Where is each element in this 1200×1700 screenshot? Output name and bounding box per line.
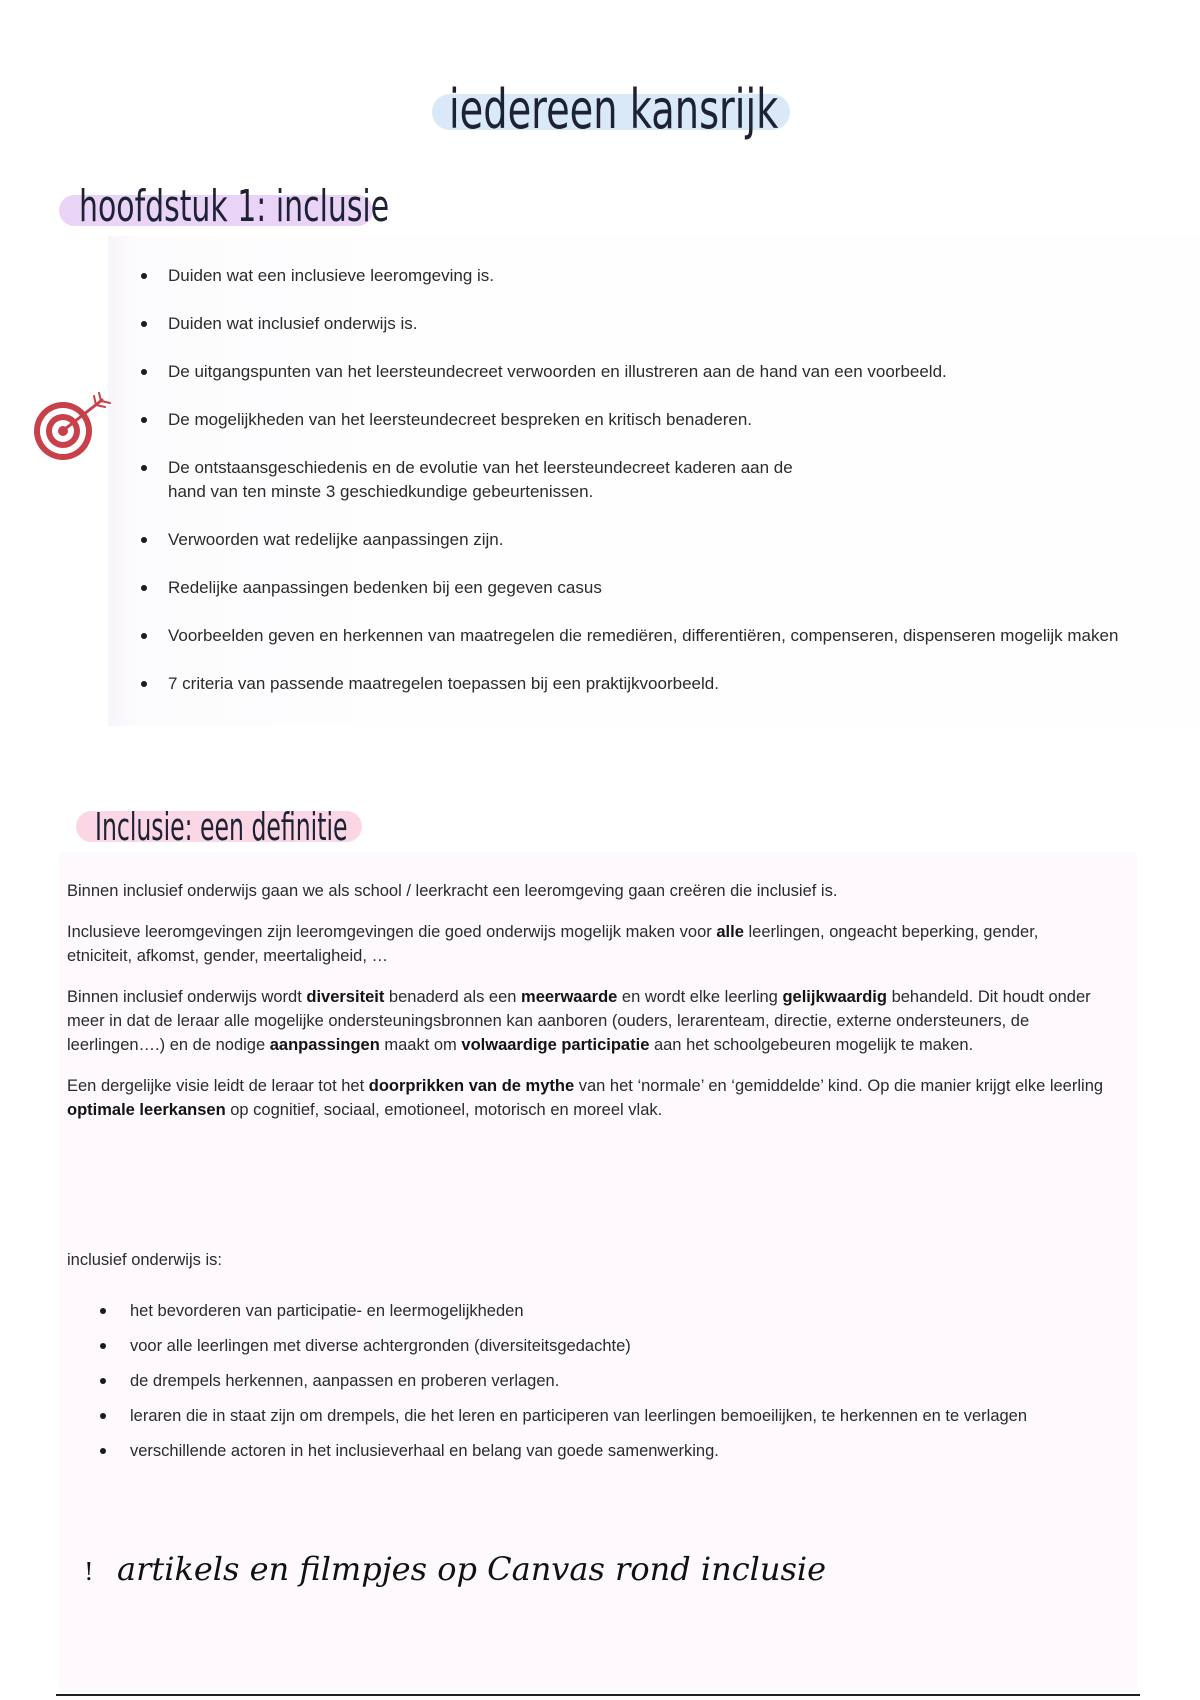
definition-paragraph <box>67 1074 1107 1122</box>
definition-paragraph <box>67 985 1107 1057</box>
objective-item <box>0 624 1200 648</box>
emphasis-text: aanpassingen <box>269 1036 380 1054</box>
note-exclamation: ! <box>84 1558 94 1586</box>
emphasis-text: volwaardige participatie <box>461 1036 650 1054</box>
paragraph-text: van het ‘normale’ en ‘gemiddelde’ kind. Op die manier krijgt elke leerling <box>574 1077 1104 1095</box>
summary-item: voor alle leerlingen met diverse achtergronden (diversiteitsgedachte) <box>0 1334 1200 1358</box>
summary-item: verschillende actoren in het inclusieverhaal en belang van goede samenwerking. <box>0 1439 1200 1463</box>
objective-text: Duiden wat een inclusieve leeromgeving is. <box>168 266 495 285</box>
paragraph-text: en wordt elke leerling <box>617 988 783 1006</box>
paragraph-text: benaderd als een <box>384 988 522 1006</box>
summary-intro: inclusief onderwijs is: <box>67 1251 222 1269</box>
objective-text: Duiden wat inclusief onderwijs is. <box>168 314 418 333</box>
objective-item <box>0 672 1200 696</box>
objective-text: Voorbeelden geven en herkennen van maatregelen die remediëren, differentiëren, compenseren, dispenseren mogelijk maken <box>168 626 1119 645</box>
objective-item <box>0 360 1200 384</box>
paragraph-text: Een dergelijke visie leidt de leraar tot het <box>67 1077 369 1095</box>
objective-text: 7 criteria van passende maatregelen toepassen bij een praktijkvoorbeeld. <box>168 674 719 693</box>
summary-list <box>0 1299 1200 1474</box>
objective-item <box>0 264 1200 288</box>
paragraph-text: behandeld. Dit houdt onder meer in dat de leraar alle mogelijke ondersteuningsbronnen kan aanboren (ouders, lerarenteam, directie, externe ondersteuners, de leerlingen….) en de nodige <box>67 988 1091 1054</box>
emphasis-text: meerwaarde <box>521 988 618 1006</box>
emphasis-text: alle <box>716 923 744 941</box>
bottom-divider <box>56 1694 1140 1696</box>
handwritten-note <box>84 1547 826 1594</box>
objective-text: De ontstaansgeschiedenis en de evolutie van het leersteundecreet kaderen aan de <box>168 458 793 477</box>
page-title: iedereen kansrijk <box>449 78 779 141</box>
paragraph-text: maakt om <box>379 1036 462 1054</box>
learning-objectives-list <box>0 264 1200 720</box>
objective-item <box>0 456 1200 504</box>
objective-text: Redelijke aanpassingen bedenken bij een gegeven casus <box>168 578 602 597</box>
chapter-heading: hoofdstuk 1: inclusie <box>79 181 390 232</box>
objective-text: De uitgangspunten van het leersteundecreet verwoorden en illustreren aan de hand van een voorbeeld. <box>168 362 947 381</box>
objective-item <box>0 528 1200 552</box>
definition-body <box>67 879 1107 1139</box>
objective-item <box>0 312 1200 336</box>
paragraph-text: Binnen inclusief onderwijs wordt <box>67 988 307 1006</box>
objective-item <box>0 408 1200 432</box>
emphasis-text: gelijkwaardig <box>782 988 887 1006</box>
definition-paragraph <box>67 879 1107 903</box>
emphasis-text: optimale leerkansen <box>67 1101 226 1119</box>
summary-item: de drempels herkennen, aanpassen en proberen verlagen. <box>0 1369 1200 1393</box>
definition-heading: Inclusie: een definitie <box>95 805 348 849</box>
paragraph-text: op cognitief, sociaal, emotioneel, motorisch en moreel vlak. <box>225 1101 663 1119</box>
summary-item: het bevorderen van participatie- en leermogelijkheden <box>0 1299 1200 1323</box>
paragraph-text: leerlingen, ongeacht beperking, gender, etniciteit, afkomst, gender, meertaligheid, … <box>67 923 1039 965</box>
paragraph-text: Inclusieve leeromgevingen zijn leeromgevingen die goed onderwijs mogelijk maken voor <box>67 923 717 941</box>
paragraph-text: aan het schoolgebeuren mogelijk te maken. <box>649 1036 974 1054</box>
definition-paragraph <box>67 920 1107 968</box>
summary-item: leraren die in staat zijn om drempels, die het leren en participeren van leerlingen bemoeilijken, te herkennen en te verlagen <box>0 1404 1200 1428</box>
objective-text: hand van ten minste 3 geschiedkundige gebeurtenissen. <box>168 482 594 501</box>
emphasis-text: doorprikken van de mythe <box>368 1077 575 1095</box>
objective-item <box>0 576 1200 600</box>
objective-text: De mogelijkheden van het leersteundecreet bespreken en kritisch benaderen. <box>168 410 753 429</box>
note-text: artikels en filmpjes op Canvas rond inclusie <box>117 1550 827 1588</box>
objective-text: Verwoorden wat redelijke aanpassingen zijn. <box>168 530 504 549</box>
emphasis-text: diversiteit <box>306 988 385 1006</box>
paragraph-text: Binnen inclusief onderwijs gaan we als school / leerkracht een leeromgeving gaan creëren die inclusief is. <box>67 882 838 900</box>
